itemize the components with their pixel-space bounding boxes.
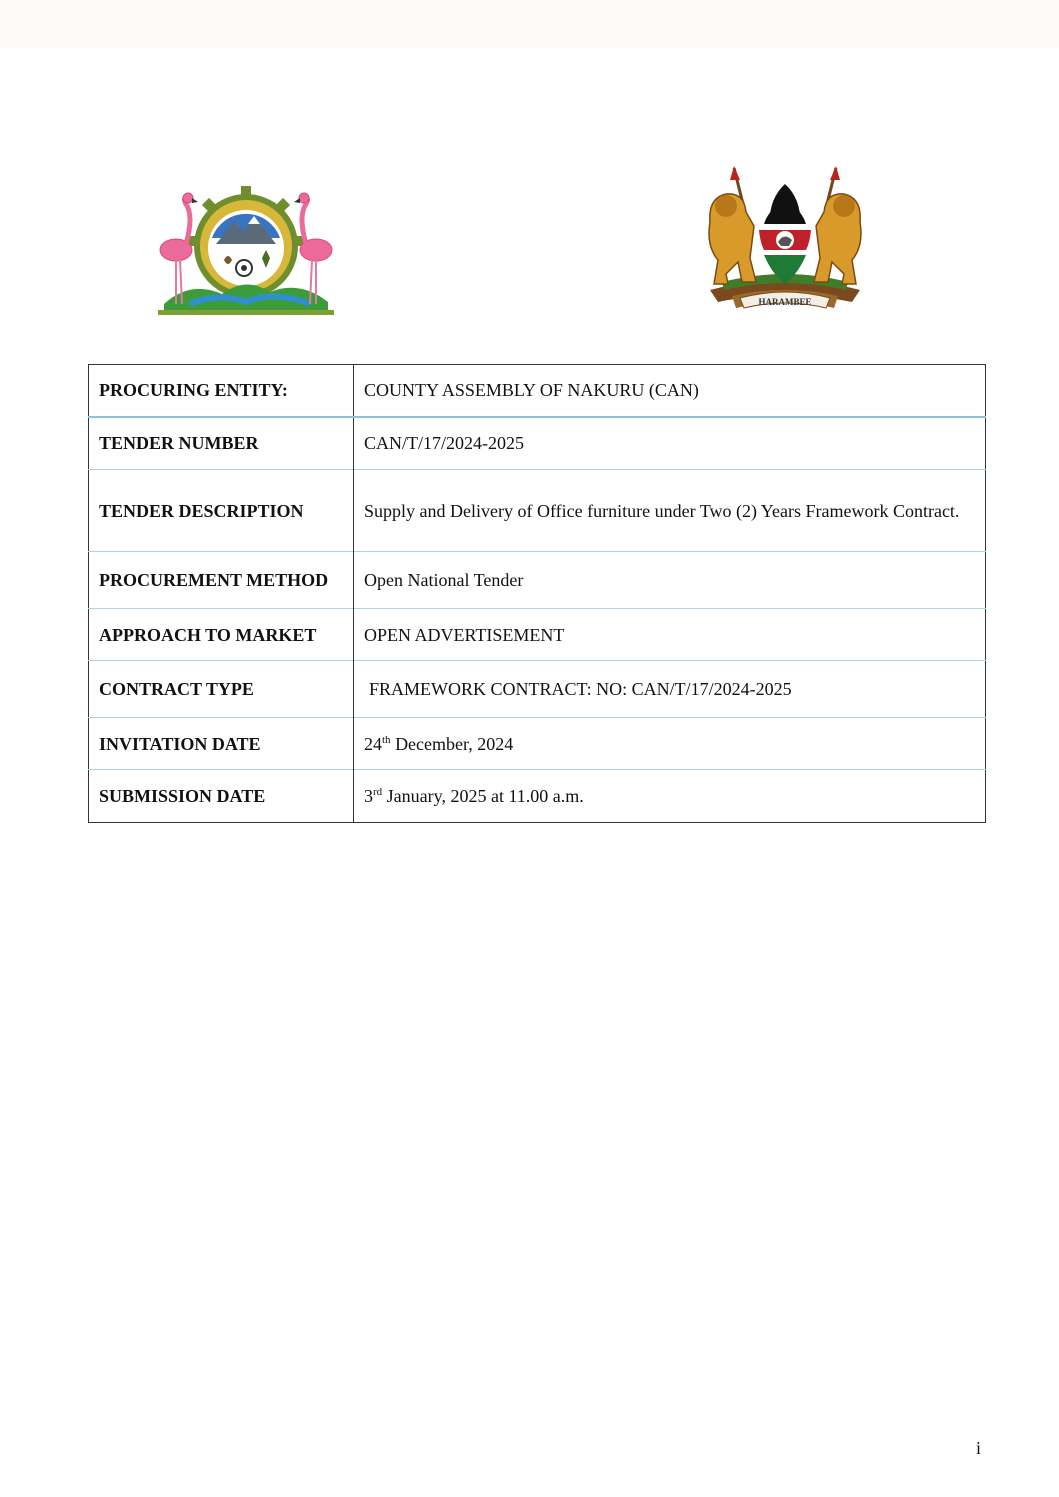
invitation-date-value [354, 718, 986, 770]
submission-month-year-time: January, 2025 at 11.00 a.m. [382, 786, 584, 806]
table-row [89, 770, 986, 823]
approach-to-market-label: APPROACH TO MARKET [89, 609, 354, 661]
invitation-month-year: December, 2024 [390, 733, 514, 754]
procurement-method-label: PROCUREMENT METHOD [89, 552, 354, 609]
table-row [89, 365, 986, 417]
invitation-day-suffix: th [382, 733, 391, 746]
nakuru-county-assembly-emblem-icon [150, 176, 342, 320]
procuring-entity-label: PROCURING ENTITY: [89, 365, 354, 417]
contract-type-text: FRAMEWORK CONTRACT: NO: CAN/T/17/2024-2025 [369, 679, 792, 699]
kenya-coat-of-arms-icon [692, 162, 878, 316]
procurement-method-value: Open National Tender [354, 552, 986, 609]
submission-day: 3 [364, 786, 373, 806]
submission-date-value [354, 770, 986, 823]
procuring-entity-value: COUNTY ASSEMBLY OF NAKURU (CAN) [364, 380, 699, 401]
table-row [89, 552, 986, 609]
submission-date-label: SUBMISSION DATE [89, 770, 354, 823]
contract-type-label: CONTRACT TYPE [89, 661, 354, 718]
table-row [89, 609, 986, 661]
submission-day-suffix: rd [373, 786, 383, 798]
tender-number-label: TENDER NUMBER [89, 417, 354, 470]
invitation-day: 24 [364, 733, 382, 754]
tender-description-value: Supply and Delivery of Office furniture under Two (2) Years Framework Contract. [354, 470, 986, 552]
tender-number-value: CAN/T/17/2024-2025 [354, 417, 986, 470]
page-top-band [0, 0, 1059, 48]
contract-type-value [354, 661, 986, 718]
tender-description-label: TENDER DESCRIPTION [89, 470, 354, 552]
invitation-date-label: INVITATION DATE [89, 718, 354, 770]
page-number: i [976, 1438, 982, 1458]
tender-details-table [88, 364, 986, 823]
harambee-motto: HARAMBEE [758, 297, 812, 307]
table-row [89, 718, 986, 770]
table-row [89, 661, 986, 718]
table-row [89, 470, 986, 552]
approach-to-market-value: OPEN ADVERTISEMENT [354, 609, 986, 661]
table-row [89, 417, 986, 470]
